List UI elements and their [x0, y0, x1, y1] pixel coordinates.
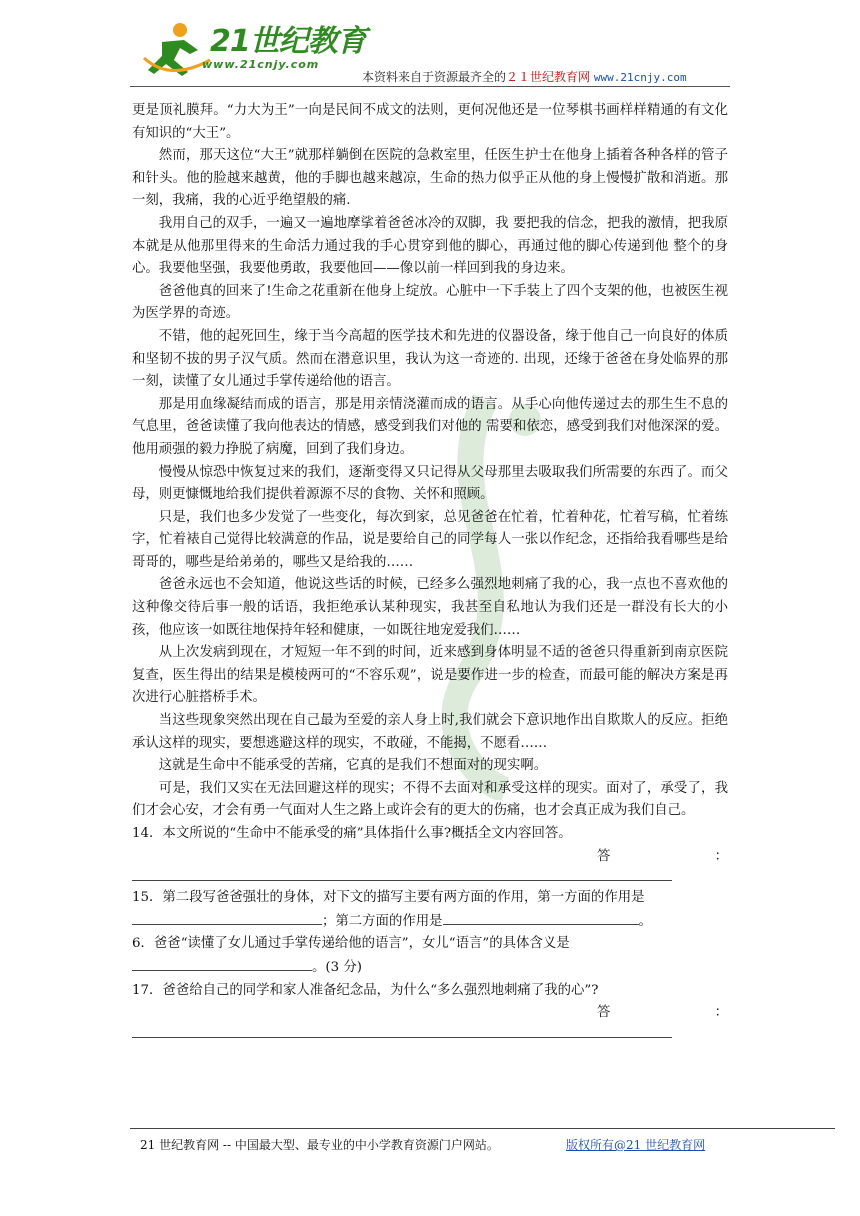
question-17: 17．爸爸给自己的同学和家人准备纪念品，为什么“多么强烈地刺痛了我的心”?: [132, 982, 599, 998]
paragraph: 慢慢从惊恐中恢复过来的我们，逐渐变得又只记得从父母那里去吸取我们所需要的东西了。而父母，则更慷慨地给我们提供着源源不尽的食物、关怀和照顾。: [132, 464, 728, 503]
question-16-blanks: [132, 956, 728, 980]
question-15-blanks: [132, 910, 728, 934]
article-body: [132, 100, 728, 1044]
paragraph: 那是用血缘凝结而成的语言，那是用亲情浇灌而成的语言。从手心向他传递过去的那生生不息的气息里，爸爸读懂了我向他表达的情感，感受到我们对他的 需要和依恋，感受到我们对他深深的爱。他用顽强的毅力挣脱了病魔，回到了我们身边。: [132, 396, 728, 457]
paragraph: 从上次发病到现在，才短短一年不到的时间，近来感到身体明显不适的爸爸只得重新到南京医院复查，医生得出的结果是模棱两可的“不容乐观”，说是要作进一步的检查，而最可能的解决方案是再次进行心脏搭桥手术。: [132, 645, 728, 706]
paragraph: 爸爸他真的回来了!生命之花重新在他身上绽放。心脏中一下手装上了四个支架的他，也被医生视为医学界的奇迹。: [132, 283, 728, 322]
header-note-site[interactable]: www.21cnjy.com: [593, 71, 687, 84]
answer-colon: ：: [714, 1005, 728, 1021]
question-16: [132, 933, 728, 956]
answer-blank-15a[interactable]: [132, 910, 322, 925]
copyright-link[interactable]: 版权所有@21 世纪教育网: [566, 1138, 706, 1152]
paragraph: 不错，他的起死回生，缘于当今高超的医学技术和先进的仪器设备，缘于他自己一向良好的体质和坚韧不拔的男子汉气质。然而在潜意识里，我认为这一奇迹的. 出现，还缘于爸爸在身处临界的那一刻，读懂了女儿通过手掌传递给他的语言。: [132, 328, 728, 390]
page-header: [0, 0, 860, 92]
question-16-end: 。(3 分): [312, 959, 363, 975]
brand-logo-url: www.21cnjy.com: [202, 58, 320, 71]
footer-divider: [130, 1128, 835, 1129]
question-14: 14．本文所说的“生命中不能承受的痛”具体指什么事?概括全文内容回答。: [132, 826, 572, 841]
header-note-prefix: 本资料来自于资源最齐全的: [362, 70, 507, 84]
question-15-mid: ；第二方面的作用是: [322, 913, 443, 929]
paragraph: 我用自己的双手，一遍又一遍地摩挲着爸爸冰冷的双脚，我 要把我的信念，把我的激情，把我原本就是从他那里得来的生命活力通过我的手心贯穿到他的脚心，再通过他的脚心传递到他 整个的身心。我要他坚强，我要他勇敢，我要他回——像以前一样回到我的身边来。: [132, 215, 728, 277]
answer-label: 答: [597, 848, 611, 864]
footer-text: 21 世纪教育网 -- 中国最大型、最专业的中小学教育资源门户网站。: [140, 1138, 499, 1152]
answer-label-row: [132, 1002, 728, 1025]
question-15: [132, 887, 728, 910]
paragraph: 只是，我们也多少发觉了一些变化，每次到家，总见爸爸在忙着，忙着种花，忙着写稿，忙着练字，忙着裱自己觉得比较满意的作品，说是要给自己的同学每人一张以作纪念，还指给我看哪些是给哥哥的，哪些是给弟弟的，哪些又是给我的……: [132, 509, 728, 570]
answer-blank-14[interactable]: [132, 868, 672, 881]
header-note: [362, 68, 687, 85]
paragraph: 当这些现象突然出现在自己最为至爱的亲人身上时,我们就会下意识地作出自欺欺人的反应。拒绝承认这样的现实，要想逃避这样的现实，不敢碰，不能揭，不愿看……: [132, 713, 728, 751]
answer-label-row: [132, 846, 728, 869]
answer-label: 答: [597, 1005, 611, 1021]
paragraph: 更是顶礼膜拜。“力大为王”一向是民间不成文的法则，更何况他还是一位琴棋书画样样精通的有文化有知识的“大王”。: [132, 103, 728, 141]
header-note-brand[interactable]: ２１世纪教育网: [506, 70, 591, 84]
answer-colon: ：: [714, 848, 728, 864]
paragraph: 这就是生命中不能承受的苦痛，它真的是我们不想面对的现实啊。: [158, 758, 548, 774]
paragraph: 可是，我们又实在无法回避这样的现实；不得不去面对和承受这样的现实。面对了，承受了，我们才会心安，才会有勇一气面对人生之路上或许会有的更大的伤痛，也才会真正成为我们自己。: [132, 780, 728, 819]
brand-logo-text: 21世纪教育: [210, 24, 366, 59]
header-divider: [130, 86, 730, 87]
question-16-text: 6．爸爸“读懂了女儿通过手掌传递给他的语言”，女儿“语言”的具体含义是: [132, 936, 570, 952]
answer-blank-17[interactable]: [132, 1025, 672, 1038]
paragraph: 爸爸永远也不会知道，他说这些话的时候，已经多么强烈地刺痛了我的心，我一点也不喜欢他的这种像交待后事一般的话语，我拒绝承认某种现实，我甚至自私地认为我们还是一群没有长大的小孩，他应该一如既往地保持年轻和健康，一如既往地宠爱我们……: [132, 577, 728, 638]
answer-blank-16[interactable]: [132, 956, 312, 971]
answer-blank-15b[interactable]: [443, 910, 639, 925]
question-15-text: 15．第二段写爸爸强壮的身体，对下文的描写主要有两方面的作用，第一方面的作用是: [132, 890, 645, 906]
question-15-end: 。: [638, 913, 652, 929]
paragraph: 然而，那天这位“大王”就那样躺倒在医院的急救室里，任医生护士在他身上插着各种各样的管子和针头。他的脸越来越黄，他的手脚也越来越凉，生命的热力似乎正从他的身上慢慢扩散和消逝。那一刻，我痛，我的心近乎绝望般的痛.: [132, 148, 728, 209]
